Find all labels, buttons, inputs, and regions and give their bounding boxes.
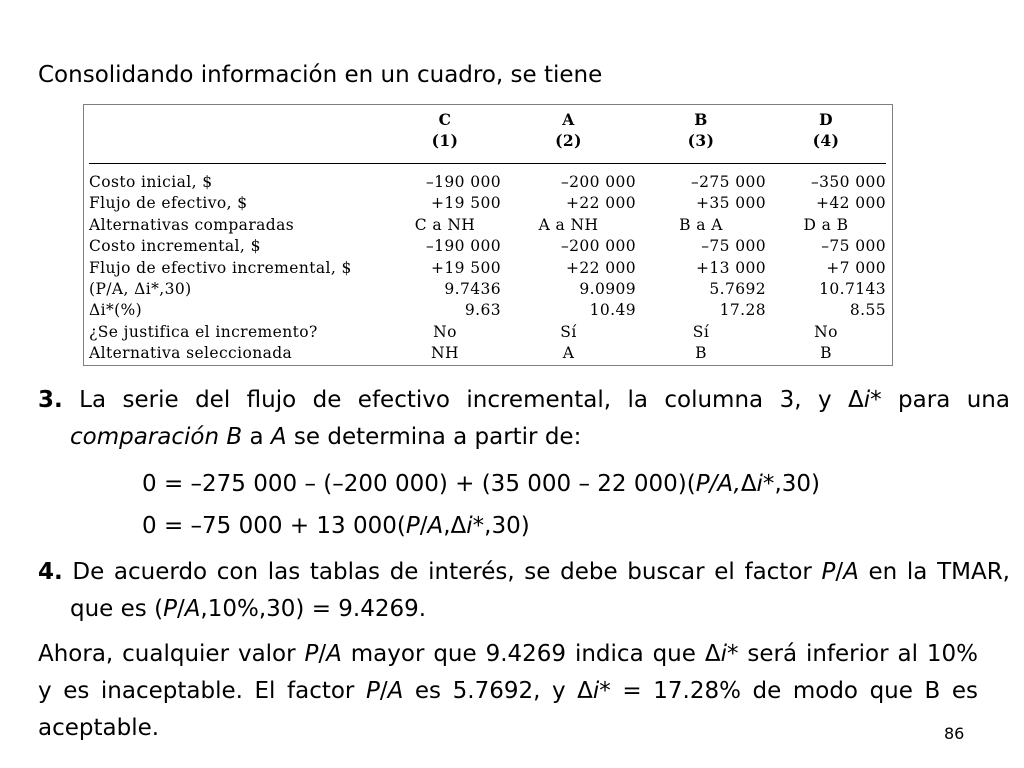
conclusion-paragraph	[38, 636, 978, 747]
text: ,30)	[774, 471, 820, 497]
text: en la TMAR, que es (	[70, 559, 1010, 622]
cell-value: –190 000	[425, 237, 501, 256]
text: De acuerdo con las tablas de interés, se debe buscar el factor	[62, 559, 822, 585]
page-number: 86	[944, 724, 965, 743]
cell-value: +22 000	[565, 194, 636, 213]
cell-value: Sí	[560, 322, 577, 341]
step-3-number: 3.	[38, 387, 63, 413]
cell-value: +19 500	[430, 258, 501, 277]
cell-value: 8.55	[849, 301, 886, 320]
text: 0 = –275 000 – (–200 000) + (35 000 – 22 000)(	[142, 471, 696, 497]
text: para una	[881, 387, 1010, 413]
cell-value: +13 000	[695, 258, 766, 277]
table-row	[89, 300, 886, 321]
cell-value: A	[562, 344, 575, 363]
text: se determina a partir de:	[286, 424, 582, 450]
text: /	[835, 559, 844, 585]
cell-value: +42 000	[815, 194, 886, 213]
cell-value: 9.63	[464, 301, 501, 320]
text: a	[242, 424, 271, 450]
text: mayor que 9.4269 indica que Δ	[341, 641, 721, 667]
row-label: Costo inicial, $	[89, 173, 213, 191]
cell-value: –350 000	[810, 173, 886, 191]
text: será inferior al 10% y es inaceptable. El factor	[38, 641, 978, 704]
step-4-number: 4.	[38, 559, 63, 585]
cell-value: No	[433, 322, 457, 341]
cell-value: NH	[431, 344, 459, 363]
text: ,10%,30) = 9.4269.	[200, 596, 427, 622]
cell-value: C a NH	[414, 215, 476, 234]
header-blank	[89, 109, 389, 130]
text: P/A,	[695, 471, 741, 497]
column-letter: C	[438, 110, 452, 129]
cell-value: +7 000	[826, 258, 886, 277]
text: i*	[720, 641, 739, 667]
text: A	[427, 513, 444, 539]
text: es 5.7692, y Δ	[403, 678, 593, 704]
row-label: Alternativa seleccionada	[89, 344, 293, 363]
cell-value: D a B	[803, 215, 849, 234]
text: ,30)	[484, 513, 530, 539]
row-label: Flujo de efectivo incremental, $	[89, 258, 352, 277]
text: i*	[863, 387, 882, 413]
cell-value: –275 000	[690, 173, 766, 191]
text: A	[184, 596, 201, 622]
step-4-paragraph	[38, 554, 1010, 628]
cell-value: –200 000	[560, 237, 636, 256]
text: A	[326, 641, 342, 667]
cell-value: 10.7143	[819, 280, 886, 299]
cell-value: +35 000	[695, 194, 766, 213]
text: A	[843, 559, 859, 585]
column-index: (3)	[687, 131, 715, 150]
text: /	[379, 678, 388, 704]
column-index: (2)	[555, 131, 582, 150]
cell-value: 9.7436	[444, 280, 501, 299]
cell-value: B	[820, 344, 832, 363]
slide-heading: Consolidando información en un cuadro, se tiene	[38, 62, 603, 88]
header-blank	[89, 130, 389, 164]
cell-value: No	[814, 322, 838, 341]
step-3-paragraph	[38, 382, 1010, 456]
row-label: Δi*(%)	[89, 301, 143, 320]
text: i*	[756, 471, 775, 497]
table-header-letters	[89, 109, 886, 130]
text: i*	[466, 513, 485, 539]
column-letter: A	[562, 110, 575, 129]
table-row	[89, 172, 886, 193]
cell-value: –75 000	[821, 237, 886, 256]
text: comparación B	[70, 424, 243, 450]
text: P	[405, 513, 420, 539]
column-letter: D	[819, 110, 833, 129]
cell-value: +22 000	[565, 258, 636, 277]
table-row	[89, 215, 886, 236]
cell-value: Sí	[692, 322, 710, 341]
table-row	[89, 279, 886, 300]
text: A	[387, 678, 404, 704]
text: P	[163, 596, 177, 622]
cell-value: –75 000	[701, 237, 766, 256]
table-header-indexes	[89, 130, 886, 164]
row-label: (P/A, Δi*,30)	[89, 280, 192, 299]
text: = 17.28% de modo que B es aceptable.	[38, 678, 978, 741]
text: P	[821, 559, 836, 585]
table-row	[89, 322, 886, 343]
column-index: (1)	[431, 131, 459, 150]
cell-value: 17.28	[719, 301, 766, 320]
text: ,Δ	[443, 513, 467, 539]
text: Ahora, cualquier valor	[38, 641, 305, 667]
table-row	[89, 193, 886, 214]
cell-value: 9.0909	[579, 280, 636, 299]
column-letter: B	[694, 110, 708, 129]
cell-value: A a NH	[538, 215, 599, 234]
comparison-table	[89, 109, 886, 365]
comparison-table-box	[83, 104, 893, 366]
text: P	[304, 641, 319, 667]
text: /	[318, 641, 327, 667]
table-row	[89, 236, 886, 257]
row-label: Costo incremental, $	[89, 237, 261, 256]
text: i*	[592, 678, 611, 704]
column-index: (4)	[812, 131, 840, 150]
cell-value: B a A	[679, 215, 723, 234]
text: /	[419, 513, 428, 539]
text: 0 = –75 000 + 13 000(	[142, 513, 406, 539]
cell-value: –200 000	[560, 173, 636, 191]
table-row	[89, 258, 886, 279]
cell-value: 10.49	[589, 301, 636, 320]
cell-value: B	[695, 344, 707, 363]
row-label: Alternativas comparadas	[89, 215, 295, 234]
text: /	[176, 596, 185, 622]
text: La serie del flujo de efectivo incremental, la columna 3, y Δ	[62, 387, 864, 413]
row-label: Flujo de efectivo, $	[89, 194, 248, 213]
equation-2	[142, 508, 530, 545]
text: Δ	[740, 471, 757, 497]
header-rule	[89, 164, 886, 173]
table-row	[89, 343, 886, 364]
row-label: ¿Se justifica el incremento?	[89, 322, 318, 341]
cell-value: 5.7692	[709, 280, 766, 299]
cell-value: +19 500	[430, 194, 501, 213]
cell-value: –190 000	[425, 173, 501, 191]
text: A	[270, 424, 287, 450]
equation-1	[142, 466, 820, 503]
text: P	[365, 678, 380, 704]
